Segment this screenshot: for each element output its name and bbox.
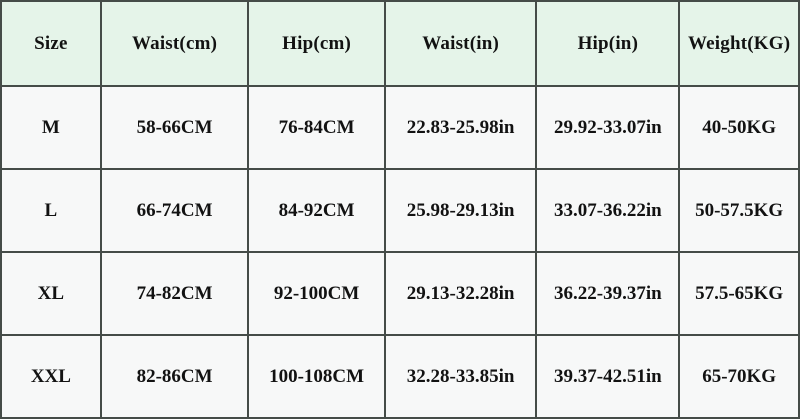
column-header-waist-in: Waist(in) — [385, 1, 537, 86]
cell-waist-in: 29.13-32.28in — [385, 252, 537, 335]
table-row-xl — [1, 252, 799, 335]
cell-waist-in: 22.83-25.98in — [385, 86, 537, 169]
table-row-m — [1, 86, 799, 169]
cell-waist-cm: 82-86CM — [101, 335, 249, 418]
cell-hip-in: 33.07-36.22in — [536, 169, 679, 252]
table-row-l — [1, 169, 799, 252]
cell-hip-cm: 100-108CM — [248, 335, 384, 418]
cell-waist-in: 32.28-33.85in — [385, 335, 537, 418]
cell-size: L — [1, 169, 101, 252]
cell-weight-kg: 40-50KG — [679, 86, 799, 169]
size-chart-header — [1, 1, 799, 86]
cell-waist-cm: 66-74CM — [101, 169, 249, 252]
cell-weight-kg: 65-70KG — [679, 335, 799, 418]
cell-waist-in: 25.98-29.13in — [385, 169, 537, 252]
size-chart-body — [1, 86, 799, 418]
cell-size: XXL — [1, 335, 101, 418]
column-header-weight-kg: Weight(KG) — [679, 1, 799, 86]
cell-size: XL — [1, 252, 101, 335]
cell-size: M — [1, 86, 101, 169]
column-header-waist-cm: Waist(cm) — [101, 1, 249, 86]
cell-hip-cm: 92-100CM — [248, 252, 384, 335]
cell-hip-cm: 76-84CM — [248, 86, 384, 169]
column-header-hip-in: Hip(in) — [536, 1, 679, 86]
cell-hip-cm: 84-92CM — [248, 169, 384, 252]
cell-hip-in: 29.92-33.07in — [536, 86, 679, 169]
header-row — [1, 1, 799, 86]
cell-waist-cm: 74-82CM — [101, 252, 249, 335]
column-header-hip-cm: Hip(cm) — [248, 1, 384, 86]
table-row-xxl — [1, 335, 799, 418]
cell-waist-cm: 58-66CM — [101, 86, 249, 169]
column-header-size: Size — [1, 1, 101, 86]
cell-weight-kg: 57.5-65KG — [679, 252, 799, 335]
cell-weight-kg: 50-57.5KG — [679, 169, 799, 252]
cell-hip-in: 36.22-39.37in — [536, 252, 679, 335]
cell-hip-in: 39.37-42.51in — [536, 335, 679, 418]
